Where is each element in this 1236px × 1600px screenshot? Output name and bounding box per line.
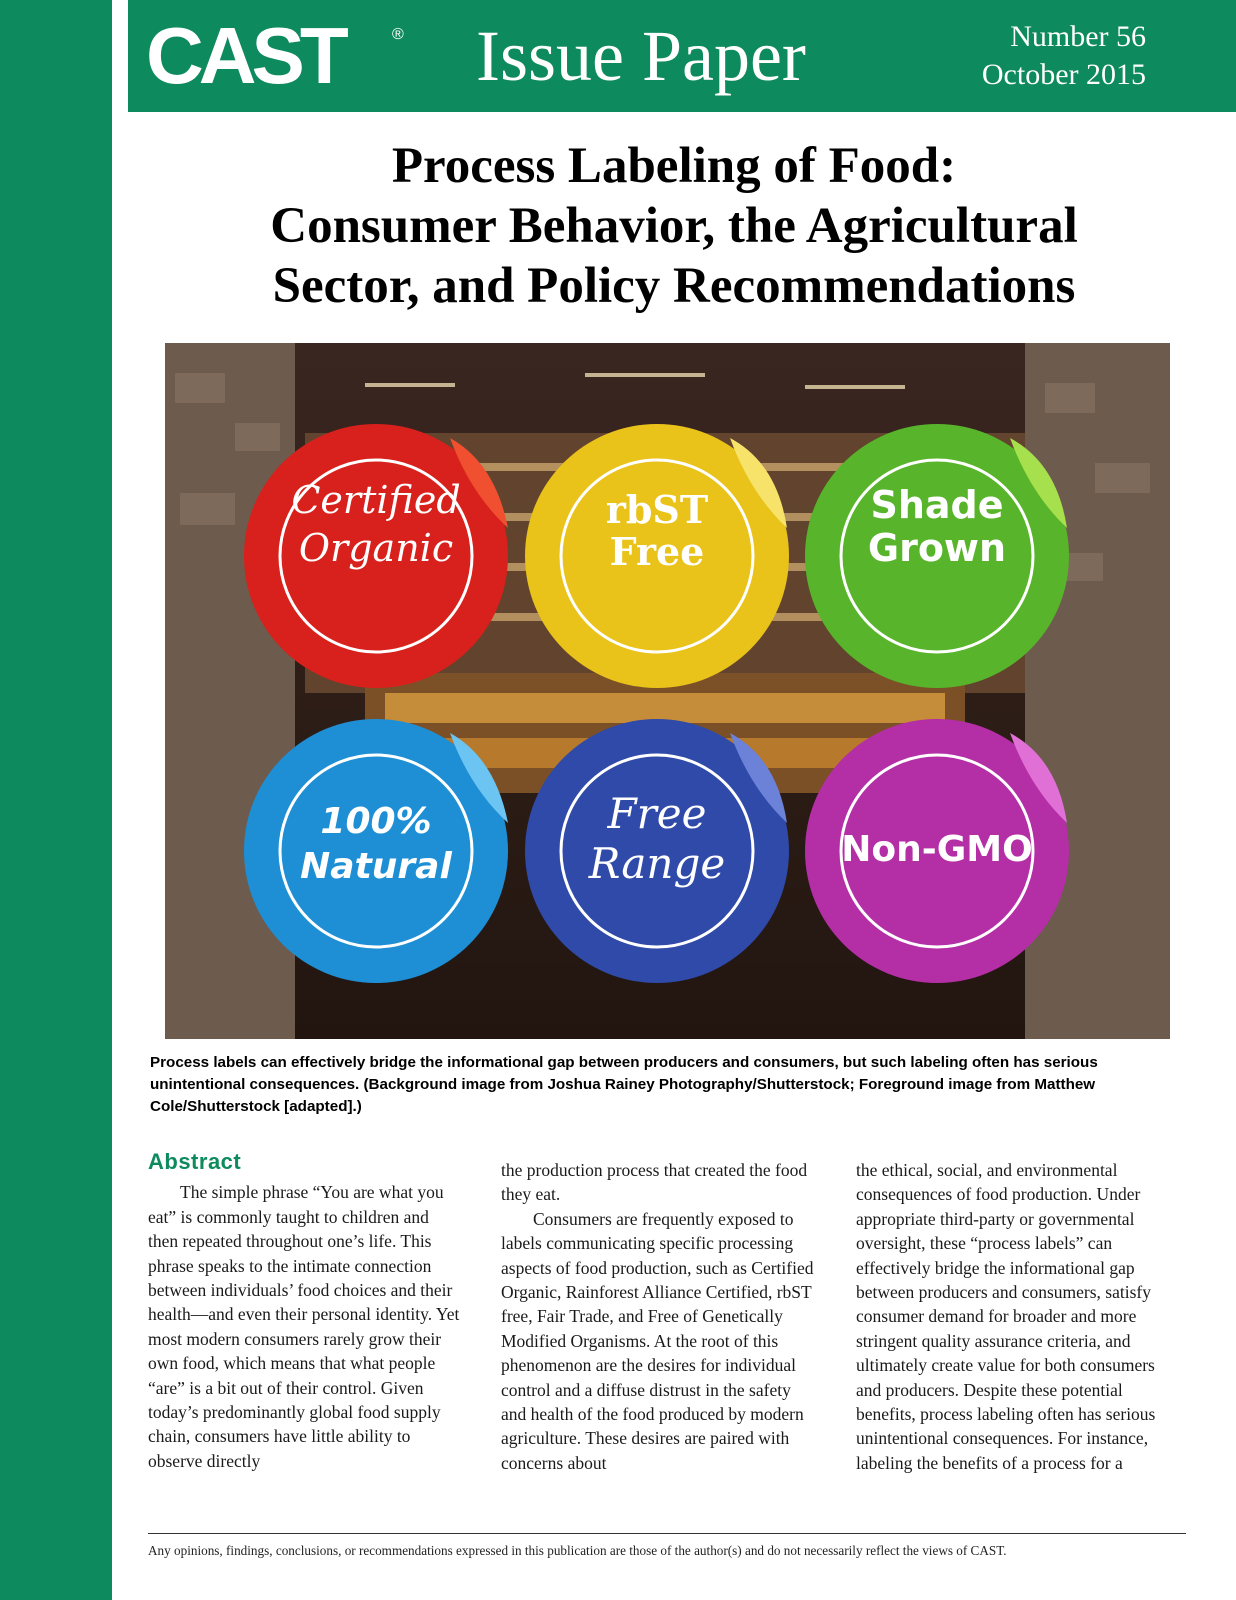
left-color-bar	[0, 0, 112, 1600]
sticker-text: Organic	[298, 526, 454, 570]
sticker-text: Free	[609, 529, 705, 574]
abstract-column-1	[148, 1150, 463, 1473]
sticker-non-gmo	[805, 719, 1069, 983]
sticker-free-range	[525, 719, 789, 983]
sticker-shade-grown	[805, 424, 1069, 688]
footer-rule	[148, 1533, 1186, 1534]
title-line: Process Labeling of Food:	[391, 138, 957, 194]
issue-number: Number 56	[1010, 20, 1146, 53]
sticker-text: Certified	[291, 478, 461, 522]
abstract-heading: Abstract	[148, 1149, 242, 1174]
issue-meta	[982, 18, 1146, 94]
sticker-text: Natural	[300, 846, 452, 887]
header-banner	[128, 0, 1236, 112]
sticker-text: Non-GMO	[841, 829, 1033, 870]
sticker-100-natural	[244, 719, 508, 983]
title-line: Consumer Behavior, the Agricultural	[270, 198, 1078, 254]
sticker-text: 100%	[320, 801, 432, 842]
sticker-text: Free	[607, 789, 707, 838]
abstract-column-3	[856, 1158, 1171, 1475]
paragraph: the ethical, social, and environmental consequences of food production. Under appropriate third-party or governmental oversight, these “process labels” can effectively bridge the informational gap between producers and consumers, satisfy consumer demand for broader and more stringent quality assurance criteria, and ultimately create value for both consumers and producers. Despite these potential benefits, process labeling often has serious unintentional consequences. For instance, labeling the benefits of a process for a	[856, 1160, 1156, 1473]
cast-logo: CAST	[146, 11, 344, 100]
paragraph: The simple phrase “You are what you eat” is commonly taught to children and then repeated throughout one’s life. This phrase speaks to the intimate connection between individuals’ food choices and their health—and even their personal identity. Yet most modern consumers rarely grow their own food, which means that what people “are” is a bit out of their control. Given today’s predominantly global food supply chain, consumers have little ability to observe directly	[148, 1182, 460, 1471]
sticker-text: Range	[588, 839, 726, 888]
paragraph: the production process that created the food they eat.	[501, 1160, 808, 1205]
registered-mark: ®	[392, 26, 404, 43]
sticker-text: Grown	[867, 526, 1007, 570]
sticker-text: rbST	[605, 487, 709, 532]
sticker-certified-organic	[244, 424, 508, 688]
disclaimer: Any opinions, findings, conclusions, or recommendations expressed in this publication are those of the author(s) and do not necessarily reflect the views of CAST.	[148, 1543, 1007, 1558]
paragraph: Consumers are frequently exposed to labels communicating specific processing aspects of food production, such as Certified Organic, Rainforest Alliance Certified, rbST free, Fair Trade, and Free of Genetically Modified Organisms. At the root of this phenomenon are the desires for individual control and a diffuse distrust in the safety and health of the food produced by modern agriculture. These desires are paired with concerns about	[501, 1208, 814, 1473]
sticker-rbst-free	[525, 424, 789, 688]
page-title	[112, 136, 1236, 316]
title-line: Sector, and Policy Recommendations	[272, 258, 1076, 314]
hero-image	[165, 343, 1170, 1039]
series-title: Issue Paper	[476, 16, 806, 96]
sticker-text: Shade	[870, 483, 1004, 527]
abstract-column-2	[501, 1158, 816, 1475]
issue-date: October 2015	[981, 58, 1146, 91]
image-caption: Process labels can effectively bridge the informational gap between producers and consumers, but such labeling often has serious unintentional consequences. (Background image from Joshua Rainey Photography/Shutterstock; Foreground image from Matthew Cole/Shutterstock [adapted].)	[150, 1054, 1098, 1115]
